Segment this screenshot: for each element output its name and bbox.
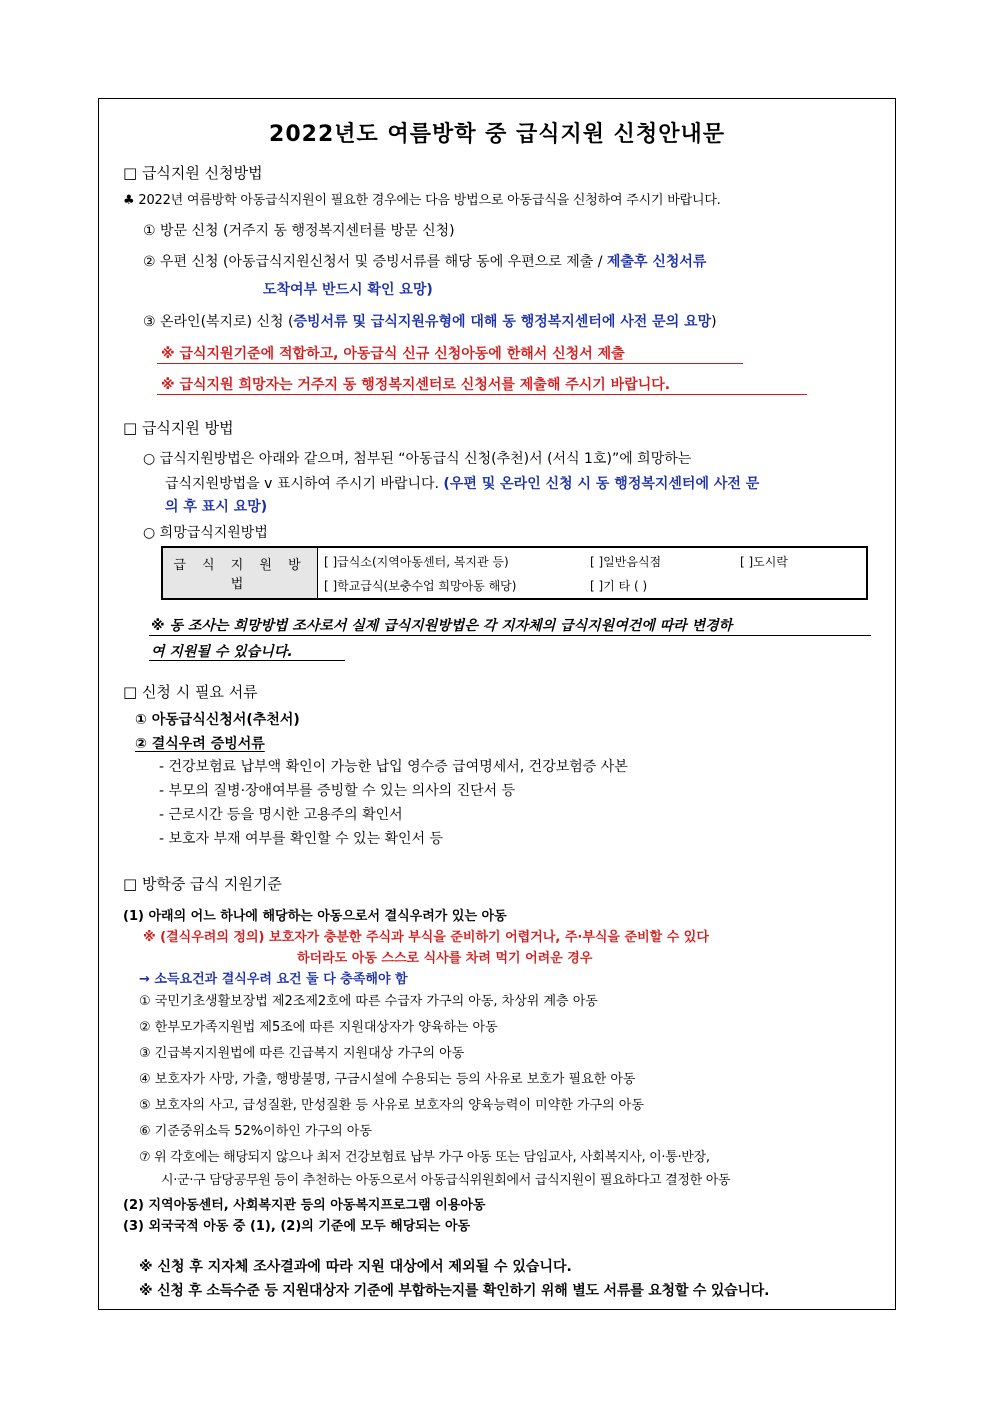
criteria-item: ⑥ 기준중위소득 52%이하인 가구의 아동 xyxy=(139,1124,372,1139)
criteria-item: ⑦ 위 각호에는 해당되지 않으나 최저 건강보험료 납부 가구 아동 또는 담임교사, 사회복지사, 이·통·반장, xyxy=(139,1150,710,1165)
preferred-method-label: ○ 희망급식지원방법 xyxy=(143,525,268,541)
criteria-item-cont: 시·군·구 담당공무원 등이 추천하는 아동으로서 아동급식위원회에서 급식지원이 필요하다고 결정한 아동 xyxy=(161,1173,731,1188)
method-mail-emphasis-cont: 도착여부 반드시 확인 요망) xyxy=(263,282,433,298)
section1-intro: ♣ 2022년 여름방학 아동급식지원이 필요한 경우에는 다음 방법으로 아동급식을 신청하여 주시기 바랍니다. xyxy=(123,193,721,208)
support-method-line2-text: 급식지원방법을 v 표시하여 주시기 바랍니다. xyxy=(165,476,444,492)
doc-item: - 건강보험료 납부액 확인이 가능한 납입 영수증 급여명세서, 건강보험증 사본 xyxy=(159,759,628,775)
survey-note-underline2 xyxy=(149,660,345,661)
doc-item: - 근로시간 등을 명시한 고용주의 확인서 xyxy=(159,807,403,823)
criteria-item: ① 국민기초생활보장법 제2조제2호에 따른 수급자 가구의 아동, 차상위 계층 아동 xyxy=(139,994,598,1009)
option-other[interactable]: [ ]기 타 ( ) xyxy=(590,579,648,593)
survey-note-line1: ※ 동 조사는 희망방법 조사로서 실제 급식지원방법은 각 지자체의 급식지원여건에 따라 변경하 xyxy=(151,618,733,634)
method-online-emphasis: 증빙서류 및 급식지원유형에 대해 동 행정복지센터에 사전 문의 요망 xyxy=(293,314,712,330)
footer-note-1: ※ 신청 후 지자체 조사결과에 따라 지원 대상에서 제외될 수 있습니다. xyxy=(139,1259,572,1275)
survey-note-underline1 xyxy=(149,635,871,636)
section3-heading: □ 신청 시 필요 서류 xyxy=(123,683,258,701)
criteria-1-requirement: → 소득요건과 결식우려 요건 둘 다 충족해야 함 xyxy=(139,972,408,987)
doc-item: - 보호자 부재 여부를 확인할 수 있는 확인서 등 xyxy=(159,831,444,847)
criteria-3: (3) 외국국적 아동 중 (1), (2)의 기준에 모두 해당되는 아동 xyxy=(123,1219,471,1234)
support-method-line2-emphasis: (우편 및 온라인 신청 시 동 행정복지센터에 사전 문 xyxy=(443,476,760,492)
method-visit: ① 방문 신청 (거주지 동 행정복지센터를 방문 신청) xyxy=(143,223,455,239)
option-lunchbox[interactable]: [ ]도시락 xyxy=(740,555,788,569)
notice-eligibility: ※ 급식지원기준에 적합하고, 아동급식 신규 신청아동에 한해서 신청서 제출 xyxy=(161,346,625,362)
table-options xyxy=(318,547,868,599)
support-method-line1: ○ 급식지원방법은 아래와 같으며, 첨부된 “아동급식 신청(추천)서 (서식 1호)”에 희망하는 xyxy=(143,451,692,467)
section1-heading: □ 급식지원 신청방법 xyxy=(123,164,263,182)
method-online-text: ③ 온라인(복지로) 신청 ( xyxy=(143,314,294,330)
method-mail-emphasis: 제출후 신청서류 xyxy=(606,254,707,270)
method-online-close: ) xyxy=(711,314,717,330)
preferred-method-table xyxy=(161,546,868,600)
criteria-1-definition: ※ (결식우려의 정의) 보호자가 충분한 주식과 부식을 준비하기 어렵거나, 주·부식을 준비할 수 있다 xyxy=(143,930,709,945)
document-title: 2022년도 여름방학 중 급식지원 신청안내문 xyxy=(269,122,725,147)
section2-heading: □ 급식지원 방법 xyxy=(123,419,234,437)
criteria-1-definition-cont: 하더라도 아동 스스로 식사를 차려 먹기 어려운 경우 xyxy=(297,951,593,966)
criteria-item: ⑤ 보호자의 사고, 급성질환, 만성질환 등 사유로 보호자의 양육능력이 미약한 가구의 아동 xyxy=(139,1098,644,1113)
doc-item: - 부모의 질병·장애여부를 증빙할 수 있는 의사의 진단서 등 xyxy=(159,783,516,799)
notice-submit-underline xyxy=(157,394,807,395)
doc-application-form: ① 아동급식신청서(추천서) xyxy=(135,712,300,728)
support-method-line2 xyxy=(165,473,759,493)
option-school-meal[interactable]: [ ]학교급식(보충수업 희망아동 해당) xyxy=(324,579,517,593)
option-restaurant[interactable]: [ ]일반음식점 xyxy=(590,555,662,569)
criteria-2: (2) 지역아동센터, 사회복지관 등의 아동복지프로그램 이용아동 xyxy=(123,1198,486,1213)
notice-submit: ※ 급식지원 희망자는 거주지 동 행정복지센터로 신청서를 제출해 주시기 바랍니다. xyxy=(161,377,671,393)
table-label: 급 식 지 원 방 법 xyxy=(162,547,318,599)
survey-note-line2: 여 지원될 수 있습니다. xyxy=(151,644,293,660)
criteria-1: (1) 아래의 어느 하나에 해당하는 아동으로서 결식우려가 있는 아동 xyxy=(123,909,507,924)
document-frame xyxy=(98,98,896,1310)
method-mail xyxy=(143,251,706,271)
method-online xyxy=(143,311,717,331)
support-method-line3: 의 후 표시 요망) xyxy=(165,499,268,515)
doc-proof-documents: ② 결식우려 증빙서류 xyxy=(135,736,265,752)
method-mail-text: ② 우편 신청 (아동급식지원신청서 및 증빙서류를 해당 동에 우편으로 제출 / xyxy=(143,254,607,270)
criteria-item: ④ 보호자가 사망, 가출, 행방불명, 구금시설에 수용되는 등의 사유로 보호가 필요한 아동 xyxy=(139,1072,636,1087)
option-meal-center[interactable]: [ ]급식소(지역아동센터, 복지관 등) xyxy=(324,555,509,569)
notice-eligibility-underline xyxy=(157,363,743,364)
footer-note-2: ※ 신청 후 소득수준 등 지원대상자 기준에 부합하는지를 확인하기 위해 별도 서류를 요청할 수 있습니다. xyxy=(139,1283,770,1299)
section4-heading: □ 방학중 급식 지원기준 xyxy=(123,875,282,893)
criteria-item: ③ 긴급복지지원법에 따른 긴급복지 지원대상 가구의 아동 xyxy=(139,1046,465,1061)
criteria-item: ② 한부모가족지원법 제5조에 따른 지원대상자가 양육하는 아동 xyxy=(139,1020,498,1035)
